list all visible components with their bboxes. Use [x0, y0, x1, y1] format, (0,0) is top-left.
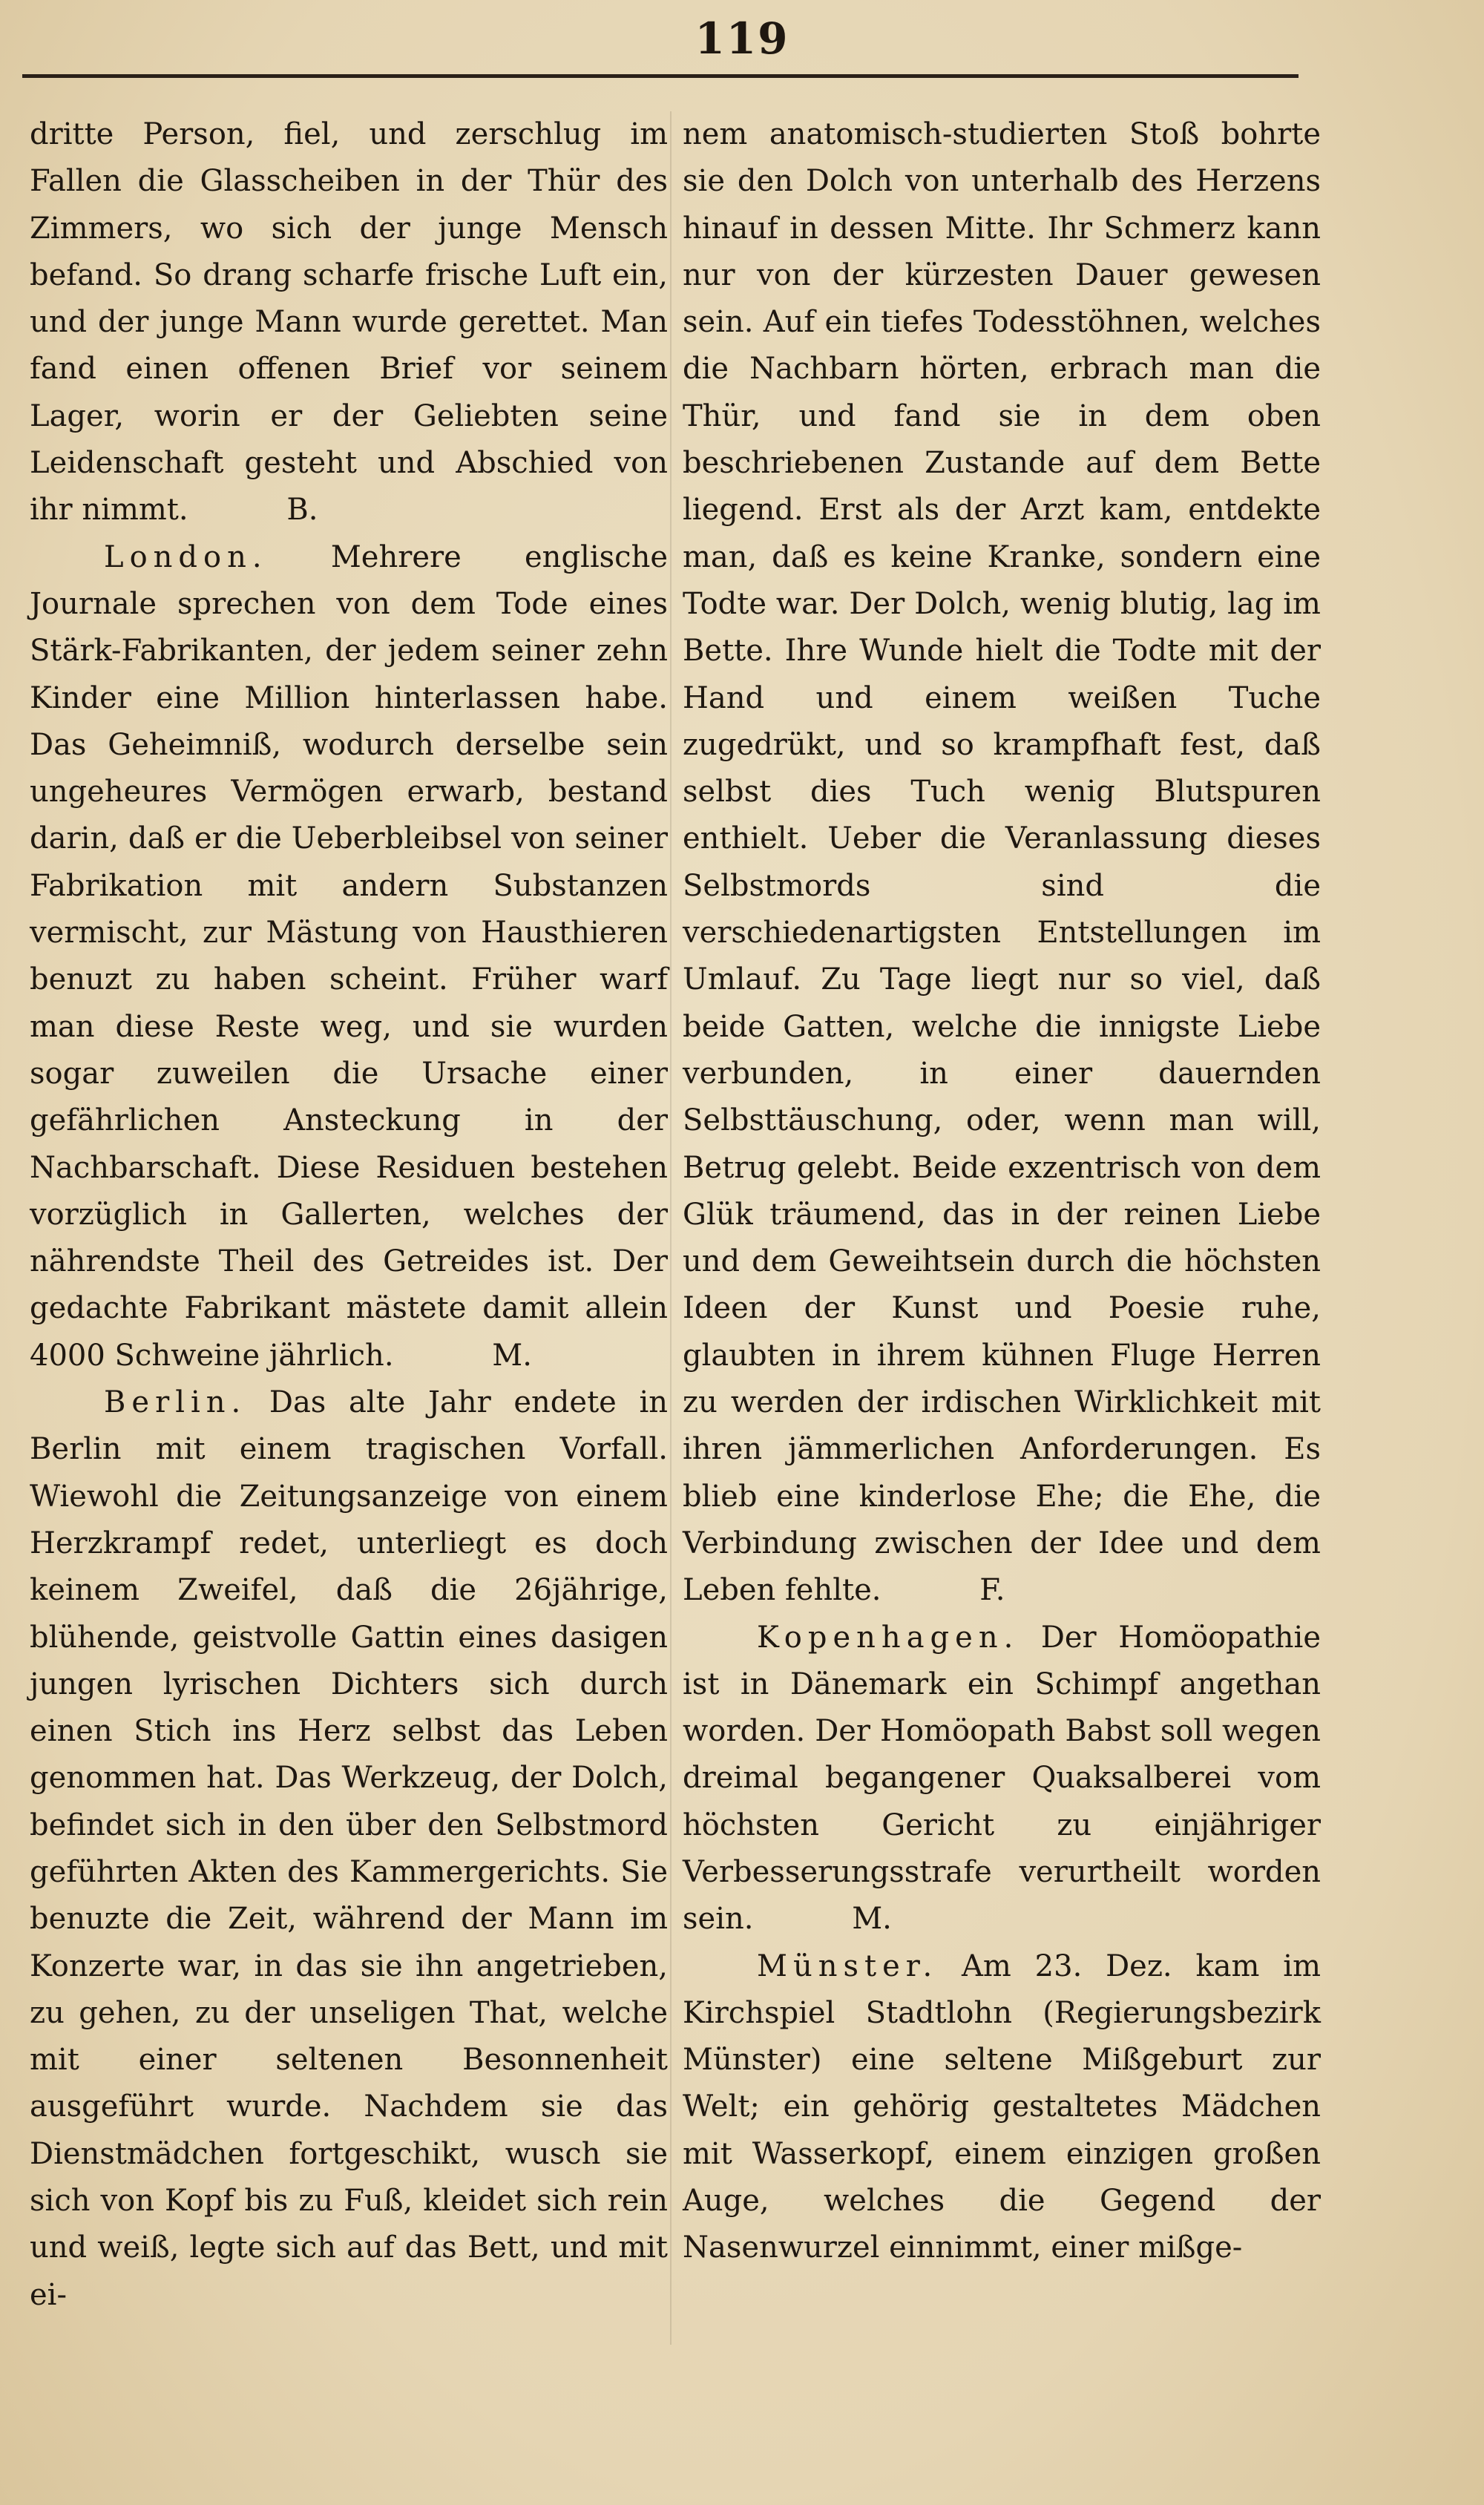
article-muenster: [683, 1943, 1321, 2272]
article-berlin: [30, 1379, 668, 2319]
article-place: Berlin.: [104, 1385, 247, 1420]
article-signature: M.: [852, 1902, 892, 1937]
article-place: Münster.: [757, 1948, 939, 1983]
article-body: nem anatomisch-studierten Stoß bohrte sie den Dolch von unterhalb des Herzens hinauf in dessen Mitte. Ihr Schmerz kann nur von der kürzesten Dauer gewesen sein. Auf ein tiefes Todesstöhnen, welches die Nachbarn hörten, erbrach man die Thür, und fand sie in dem oben beschriebenen Zustande auf dem Bette liegend. Erst als der Arzt kam, entdekte man, daß es keine Kranke, sondern eine Todte war. Der Dolch, wenig blutig, lag im Bette. Ihre Wunde hielt die Todte mit der Hand und einem weißen Tuche zugedrükt, und so krampfhaft fest, daß selbst dies Tuch wenig Blutspuren enthielt. Ueber die Veranlassung dieses Selbstmords sind die verschiedenartigsten Entstellungen im Umlauf. Zu Tage liegt nur so viel, daß beide Gatten, welche die innigste Liebe verbunden, in einer dauernden Selbsttäuschung, oder, wenn man will, Betrug gelebt. Beide exzentrisch von dem Glük träumend, das in der reinen Liebe und dem Geweihtsein durch die höchsten Ideen der Kunst und Poesie ruhe, glaubten in ihrem kühnen Fluge Herren zu werden der irdischen Wirklichkeit mit ihren jämmerlichen Anforderungen. Es blieb eine kinderlose Ehe; die Ehe, die Verbindung zwischen der Idee und dem Leben fehlte.: [683, 117, 1321, 1608]
article-london: [30, 534, 668, 1379]
article-body: Der Homöopathie ist in Dänemark ein Schimpf angethan worden. Der Homöopath Babst soll wegen dreimal begangener Quaksalberei vom höchsten Gericht zu einjähriger Verbesserungsstrafe verurtheilt worden sein.: [683, 1620, 1321, 1937]
right-column: [683, 111, 1321, 2272]
page-number: 119: [695, 13, 789, 64]
article-kopenhagen: [683, 1615, 1321, 1943]
article-body: Mehrere englische Journale sprechen von dem Tode eines Stärk-Fabrikanten, der jedem seiner zehn Kinder eine Million hinterlassen habe. Das Geheimniß, wodurch derselbe sein ungeheures Vermögen erwarb, bestand darin, daß er die Ueberbleibsel von seiner Fabrikation mit andern Substanzen vermischt, zur Mästung von Hausthieren benuzt zu haben scheint. Früher warf man diese Reste weg, und sie wurden sogar zuweilen die Ursache einer gefährlichen Ansteckung in der Nachbarschaft. Diese Residuen bestehen vorzüglich in Gallerten, welches der nährendste Theil des Getreides ist. Der gedachte Fabrikant mästete damit allein 4000 Schweine jährlich.: [30, 539, 668, 1373]
article-body: Am 23. Dez. kam im Kirchspiel Stadtlohn (Regierungsbezirk Münster) eine seltene Mißgeburt zur Welt; ein gehörig gestaltetes Mädchen mit Wasserkopf, einem einzigen großen Auge, welches die Gegend der Nasenwurzel einnimmt, einer mißge-: [683, 1948, 1322, 2265]
left-column: [30, 111, 668, 2319]
article-continuation: [30, 111, 668, 534]
article-place: Kopenhagen.: [757, 1620, 1020, 1655]
article-signature: M.: [492, 1338, 532, 1373]
article-berlin-continuation: [683, 111, 1321, 1615]
article-body: dritte Person, fiel, und zerschlug im Fallen die Glasscheiben in der Thür des Zimmers, wo sich der junge Mensch befand. So drang scharfe frische Luft ein, und der junge Mann wurde gerettet. Man fand einen offenen Brief vor seinem Lager, worin er der Geliebten seine Leidenschaft gesteht und Abschied von ihr nimmt.: [30, 117, 668, 528]
article-place: London.: [104, 539, 268, 574]
column-divider: [670, 111, 672, 2345]
header-rule: [22, 74, 1298, 78]
article-signature: F.: [979, 1573, 1005, 1608]
article-signature: B.: [286, 493, 318, 528]
article-body: Das alte Jahr endete in Berlin mit einem tragischen Vorfall. Wiewohl die Zeitungsanzeige von einem Herzkrampf redet, unterliegt es doch keinem Zweifel, daß die 26jährige, blühende, geistvolle Gattin eines dasigen jungen lyrischen Dichters sich durch einen Stich ins Herz selbst das Leben genommen hat. Das Werkzeug, der Dolch, befindet sich in den über den Selbstmord geführten Akten des Kammergerichts. Sie benuzte die Zeit, während der Mann im Konzerte war, in das sie ihn angetrieben, zu gehen, zu der unseligen That, welche mit einer seltenen Besonnenheit ausgeführt wurde. Nachdem sie das Dienstmädchen fortgeschikt, wusch sie sich von Kopf bis zu Fuß, kleidet sich rein und weiß, legte sich auf das Bett, und mit ei-: [30, 1385, 669, 2312]
